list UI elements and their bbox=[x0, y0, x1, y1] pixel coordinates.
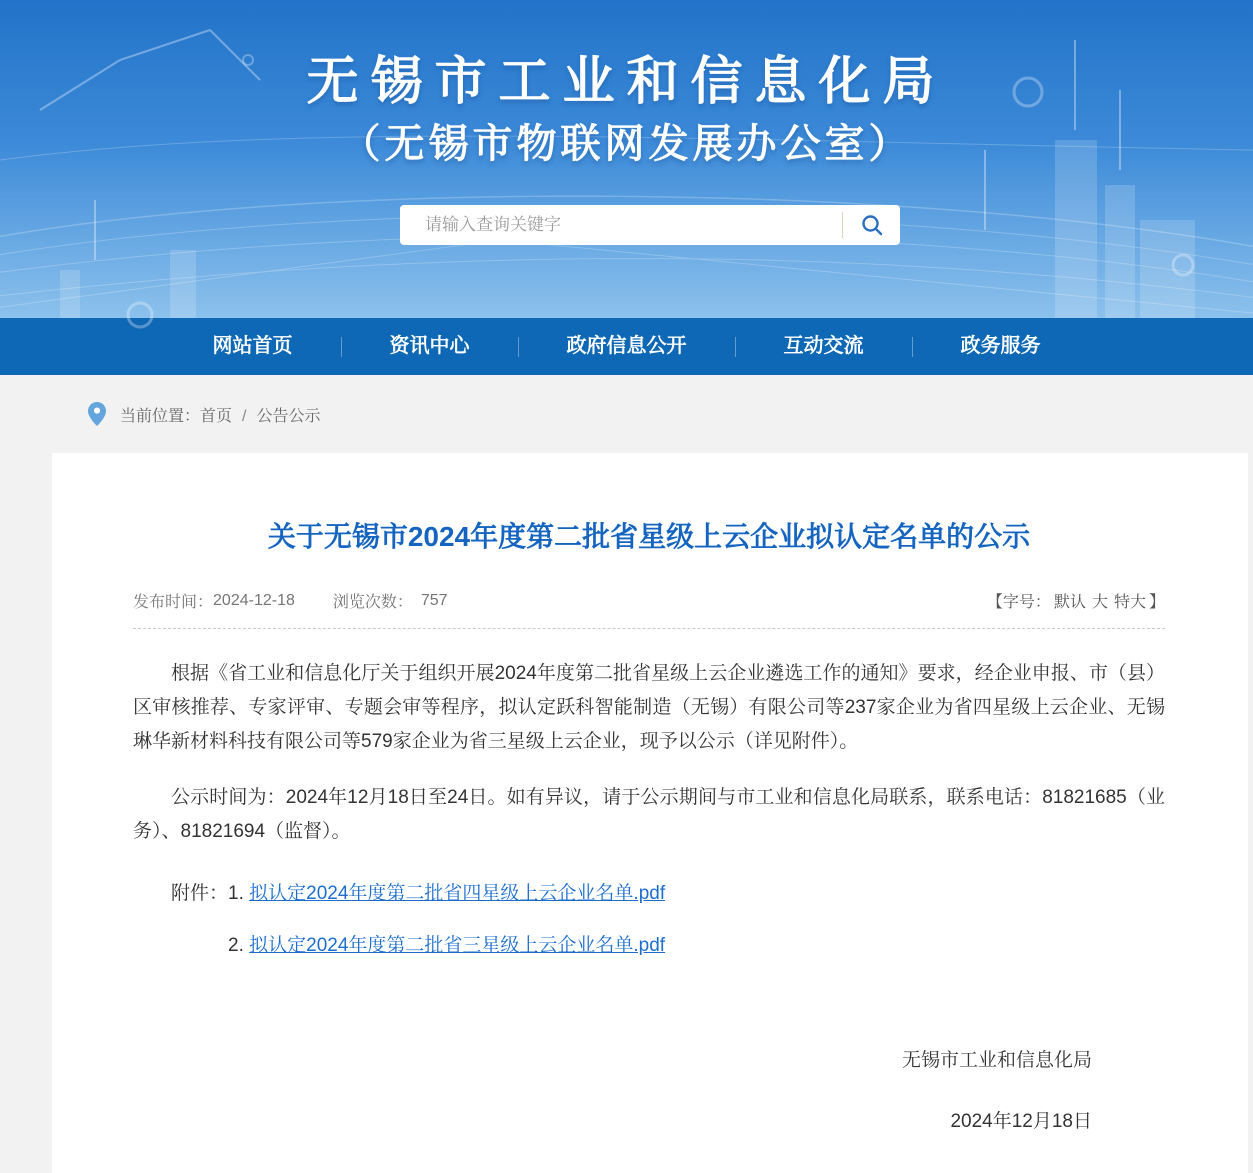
publish-date-label: 发布时间： bbox=[133, 594, 214, 611]
breadcrumb-text bbox=[120, 403, 321, 426]
site-banner bbox=[0, 0, 1253, 318]
font-size-xlarge-button[interactable]: 特大 bbox=[1113, 594, 1146, 611]
nav-item-home[interactable]: 网站首页 bbox=[212, 335, 293, 357]
breadcrumb-separator: / bbox=[242, 407, 247, 425]
nav-item-interaction[interactable]: 互动交流 bbox=[783, 335, 864, 357]
font-size-large-button[interactable]: 大 bbox=[1091, 594, 1108, 611]
font-size-default-button[interactable]: 默认 bbox=[1053, 594, 1086, 611]
font-size-prefix: 【字号： bbox=[986, 594, 1051, 611]
attachment-2-link[interactable]: 拟认定2024年度第二批省三星级上云企业名单.pdf bbox=[249, 935, 666, 956]
nav-item-gov-info[interactable]: 政府信息公开 bbox=[566, 335, 687, 357]
site-title-block bbox=[0, 0, 1253, 170]
breadcrumb-link-home[interactable]: 首页 bbox=[200, 407, 233, 425]
attachment-line-2 bbox=[133, 931, 1165, 961]
main-nav bbox=[0, 318, 1253, 375]
attachment-1-number: 1. bbox=[228, 883, 250, 904]
search-bar bbox=[400, 205, 900, 245]
article-meta-left bbox=[133, 589, 448, 612]
article-meta-row bbox=[133, 589, 1165, 629]
article-signoff bbox=[133, 1045, 1165, 1133]
article-card bbox=[52, 453, 1248, 1173]
signoff-date: 2024年12月18日 bbox=[950, 1111, 1092, 1132]
site-subtitle: （无锡市物联网发展办公室） bbox=[340, 122, 913, 166]
breadcrumb-prefix: 当前位置： bbox=[120, 407, 201, 425]
attachment-2-number: 2. bbox=[228, 935, 250, 956]
article-paragraph-1: 根据《省工业和信息化厅关于组织开展2024年度第二批省星级上云企业遴选工作的通知》要求，经企业申报、市（县）区审核推荐、专家评审、专题会审等程序，拟认定跃科智能制造（无锡）有限公司等237家企业为省四星级上云企业、无锡琳华新材料科技有限公司等579家企业为省三星级上云企业，现予以公示（详见附件）。 bbox=[133, 663, 1165, 752]
article-body bbox=[133, 657, 1165, 1133]
attachment-1-link[interactable]: 拟认定2024年度第二批省四星级上云企业名单.pdf bbox=[249, 883, 666, 904]
search-input[interactable] bbox=[400, 205, 842, 245]
article-paragraph-2: 公示时间为：2024年12月18日至24日。如有异议，请于公示期间与市工业和信息化局联系，联系电话：81821685（业务）、81821694（监督）。 bbox=[133, 787, 1165, 842]
attachments-label: 附件： bbox=[171, 883, 229, 904]
nav-item-news-center[interactable]: 资讯中心 bbox=[389, 335, 470, 357]
search-icon bbox=[860, 213, 884, 237]
attachment-line-1 bbox=[133, 879, 1165, 909]
breadcrumb bbox=[0, 375, 1253, 453]
font-size-suffix: 】 bbox=[1148, 594, 1165, 611]
article-title: 关于无锡市2024年度第二批省星级上云企业拟认定名单的公示 bbox=[267, 521, 1031, 552]
publish-date-value: 2024-12-18 bbox=[213, 591, 295, 609]
site-title: 无锡市工业和信息化局 bbox=[306, 53, 947, 111]
views-count: 757 bbox=[420, 591, 448, 609]
search-button[interactable] bbox=[842, 212, 900, 238]
font-size-controls bbox=[987, 589, 1165, 612]
location-pin-icon bbox=[88, 402, 106, 426]
views-label: 浏览次数： bbox=[332, 594, 413, 611]
breadcrumb-link-current[interactable]: 公告公示 bbox=[256, 407, 321, 425]
nav-item-gov-service[interactable]: 政务服务 bbox=[960, 335, 1041, 357]
signoff-organization: 无锡市工业和信息化局 bbox=[901, 1050, 1092, 1071]
